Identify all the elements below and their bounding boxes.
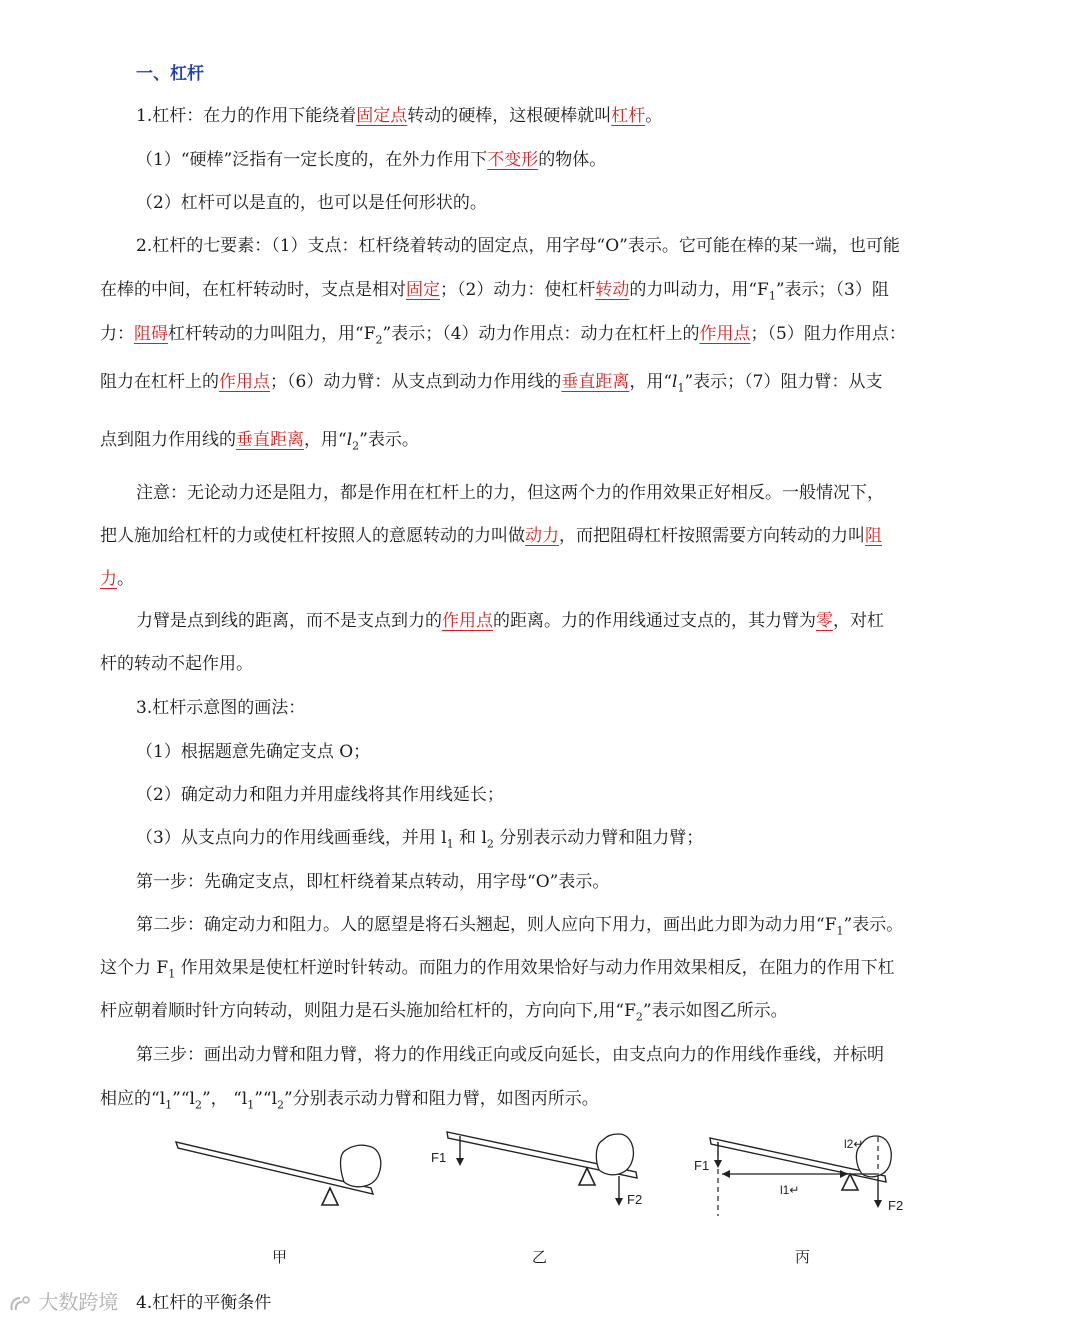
arrow-head [874,1200,882,1208]
caption-yi: 乙 [532,1248,548,1266]
key-term: 固定 [406,280,440,300]
paragraph-note-2: 把人施加给杠杆的力或使杠杆按照人的意愿转动的力叫做动力，而把阻碍杠杆按照需要方向转动的力叫阻 [100,526,882,546]
paragraph-shape: （2）杠杆可以是直的，也可以是任何形状的。 [136,193,487,213]
key-term: 垂直距离 [236,430,304,450]
watermark: 大数跨境 [8,1286,118,1315]
paragraph-note-3: 力。 [100,569,134,589]
watermark-logo-icon [8,1294,32,1314]
key-term: 阻碍 [134,324,168,344]
paragraph-step-three-2: 相应的“$l_1”“l_2$”， “$l_1”“l_2$”分别表示动力臂和阻力臂，如图丙所示。 [100,1089,599,1112]
label-l2: l2↵ [844,1137,864,1151]
paragraph-step-two-3: 杆应朝着顺时针方向转动，则阻力是石头施加给杠杆的，方向向下,用“$F_2$”表示如图乙所示。 [100,1001,788,1024]
paragraph-lever-definition: 1.杠杆：在力的作用下能绕着固定点转动的硬棒，这根硬棒就叫杠杆。 [136,106,663,126]
key-term: 动力 [525,526,559,546]
paragraph-seven-elements-5: 点到阻力作用线的垂直距离，用“$l_2$”表示。 [100,430,419,453]
section-4-heading: 4.杠杆的平衡条件 [136,1293,272,1313]
key-term: 不变形 [487,150,539,170]
label-f2: F2 [888,1198,904,1213]
stone [341,1145,381,1187]
paragraph-step-one: 第一步：先确定支点，即杠杆绕着某点转动，用字母“O”表示。 [136,872,610,892]
label-l1: l1↵ [780,1183,800,1197]
paragraph-drawing-step-3: （3）从支点向力的作用线画垂线，并用 $l_1$ 和 $l_2$ 分别表示动力臂和阻力臂； [136,828,704,851]
key-term: 转动 [595,280,630,300]
arrow-head [615,1198,623,1206]
label-f1: F1 [694,1158,710,1173]
section-heading: 一、杠杆 [136,64,204,84]
fulcrum-triangle [579,1168,595,1185]
key-term: 固定点 [356,106,408,126]
paragraph-seven-elements-4: 阻力在杠杆上的作用点；（6）动力臂：从支点到动力作用线的垂直距离，用“$l_1$”表示；（7）阻力臂：从支 [100,372,883,395]
caption-jia: 甲 [272,1248,288,1266]
key-term: 力 [100,569,117,589]
paragraph-seven-elements-3: 力：阻碍杠杆转动的力叫阻力，用“$F_2$”表示；（4）动力作用点：动力在杠杆上的作用点；（5）阻力作用点： [100,324,906,347]
key-term: 作用点 [442,611,493,631]
paragraph-note-1: 注意：无论动力还是阻力，都是作用在杠杆上的力，但这两个力的作用效果正好相反。一般情况下， [136,483,884,503]
fulcrum-triangle [842,1174,858,1190]
paragraph-step-three-1: 第三步：画出动力臂和阻力臂，将力的作用线正向或反向延长，由支点向力的作用线作垂线，并标明 [136,1045,884,1065]
key-term: 作用点 [219,372,270,392]
paragraph-drawing-step-2: （2）确定动力和阻力并用虚线将其作用线延长； [136,785,504,805]
figure-bing-lever [690,1128,920,1223]
key-term: 杠杆 [611,106,646,126]
arrow-head [722,1170,730,1178]
key-term: 垂直距离 [561,372,630,392]
arrow-head [456,1158,464,1166]
arrow-head [714,1160,722,1168]
paragraph-seven-elements-1: 2.杠杆的七要素：（1）支点：杠杆绕着转动的固定点，用字母“O”表示。它可能在棒的某一端，也可能 [136,236,900,256]
stone [596,1134,633,1175]
key-term: 作用点 [699,324,751,344]
paragraph-step-two-2: 这个力 $F_1$ 作用效果是使杠杆逆时针转动。而阻力的作用效果恰好与动力作用效果相反，在阻力的作用下杠 [100,958,895,981]
paragraph-step-two-1: 第二步：确定动力和阻力。人的愿望是将石头翘起，则人应向下用力，画出此力即为动力用“$F_1$”表示。 [136,915,904,938]
label-f1: F1 [431,1150,447,1165]
paragraph-arm-2: 杆的转动不起作用。 [100,654,253,674]
key-term: 阻 [865,526,882,546]
key-term: 零 [816,611,833,631]
paragraph-drawing-step-1: （1）根据题意先确定支点 O； [136,742,371,762]
paragraph-drawing-method: 3.杠杆示意图的画法： [136,698,306,718]
fulcrum-triangle [322,1188,338,1205]
paragraph-seven-elements-2: 在棒的中间，在杠杆转动时，支点是相对固定；（2）动力：使杠杆转动的力叫动力，用“$F_1$”表示；（3）阻 [100,280,889,303]
paragraph-hard-rod: （1）“硬棒”泛指有一定长度的，在外力作用下不变形的物体。 [136,150,607,170]
figure-jia-lever [170,1130,390,1215]
label-f2: F2 [627,1192,643,1207]
figure-yi-lever [425,1128,650,1218]
caption-bing: 丙 [795,1248,811,1266]
paragraph-arm-1: 力臂是点到线的距离，而不是支点到力的作用点的距离。力的作用线通过支点的，其力臂为零，对杠 [136,611,884,631]
